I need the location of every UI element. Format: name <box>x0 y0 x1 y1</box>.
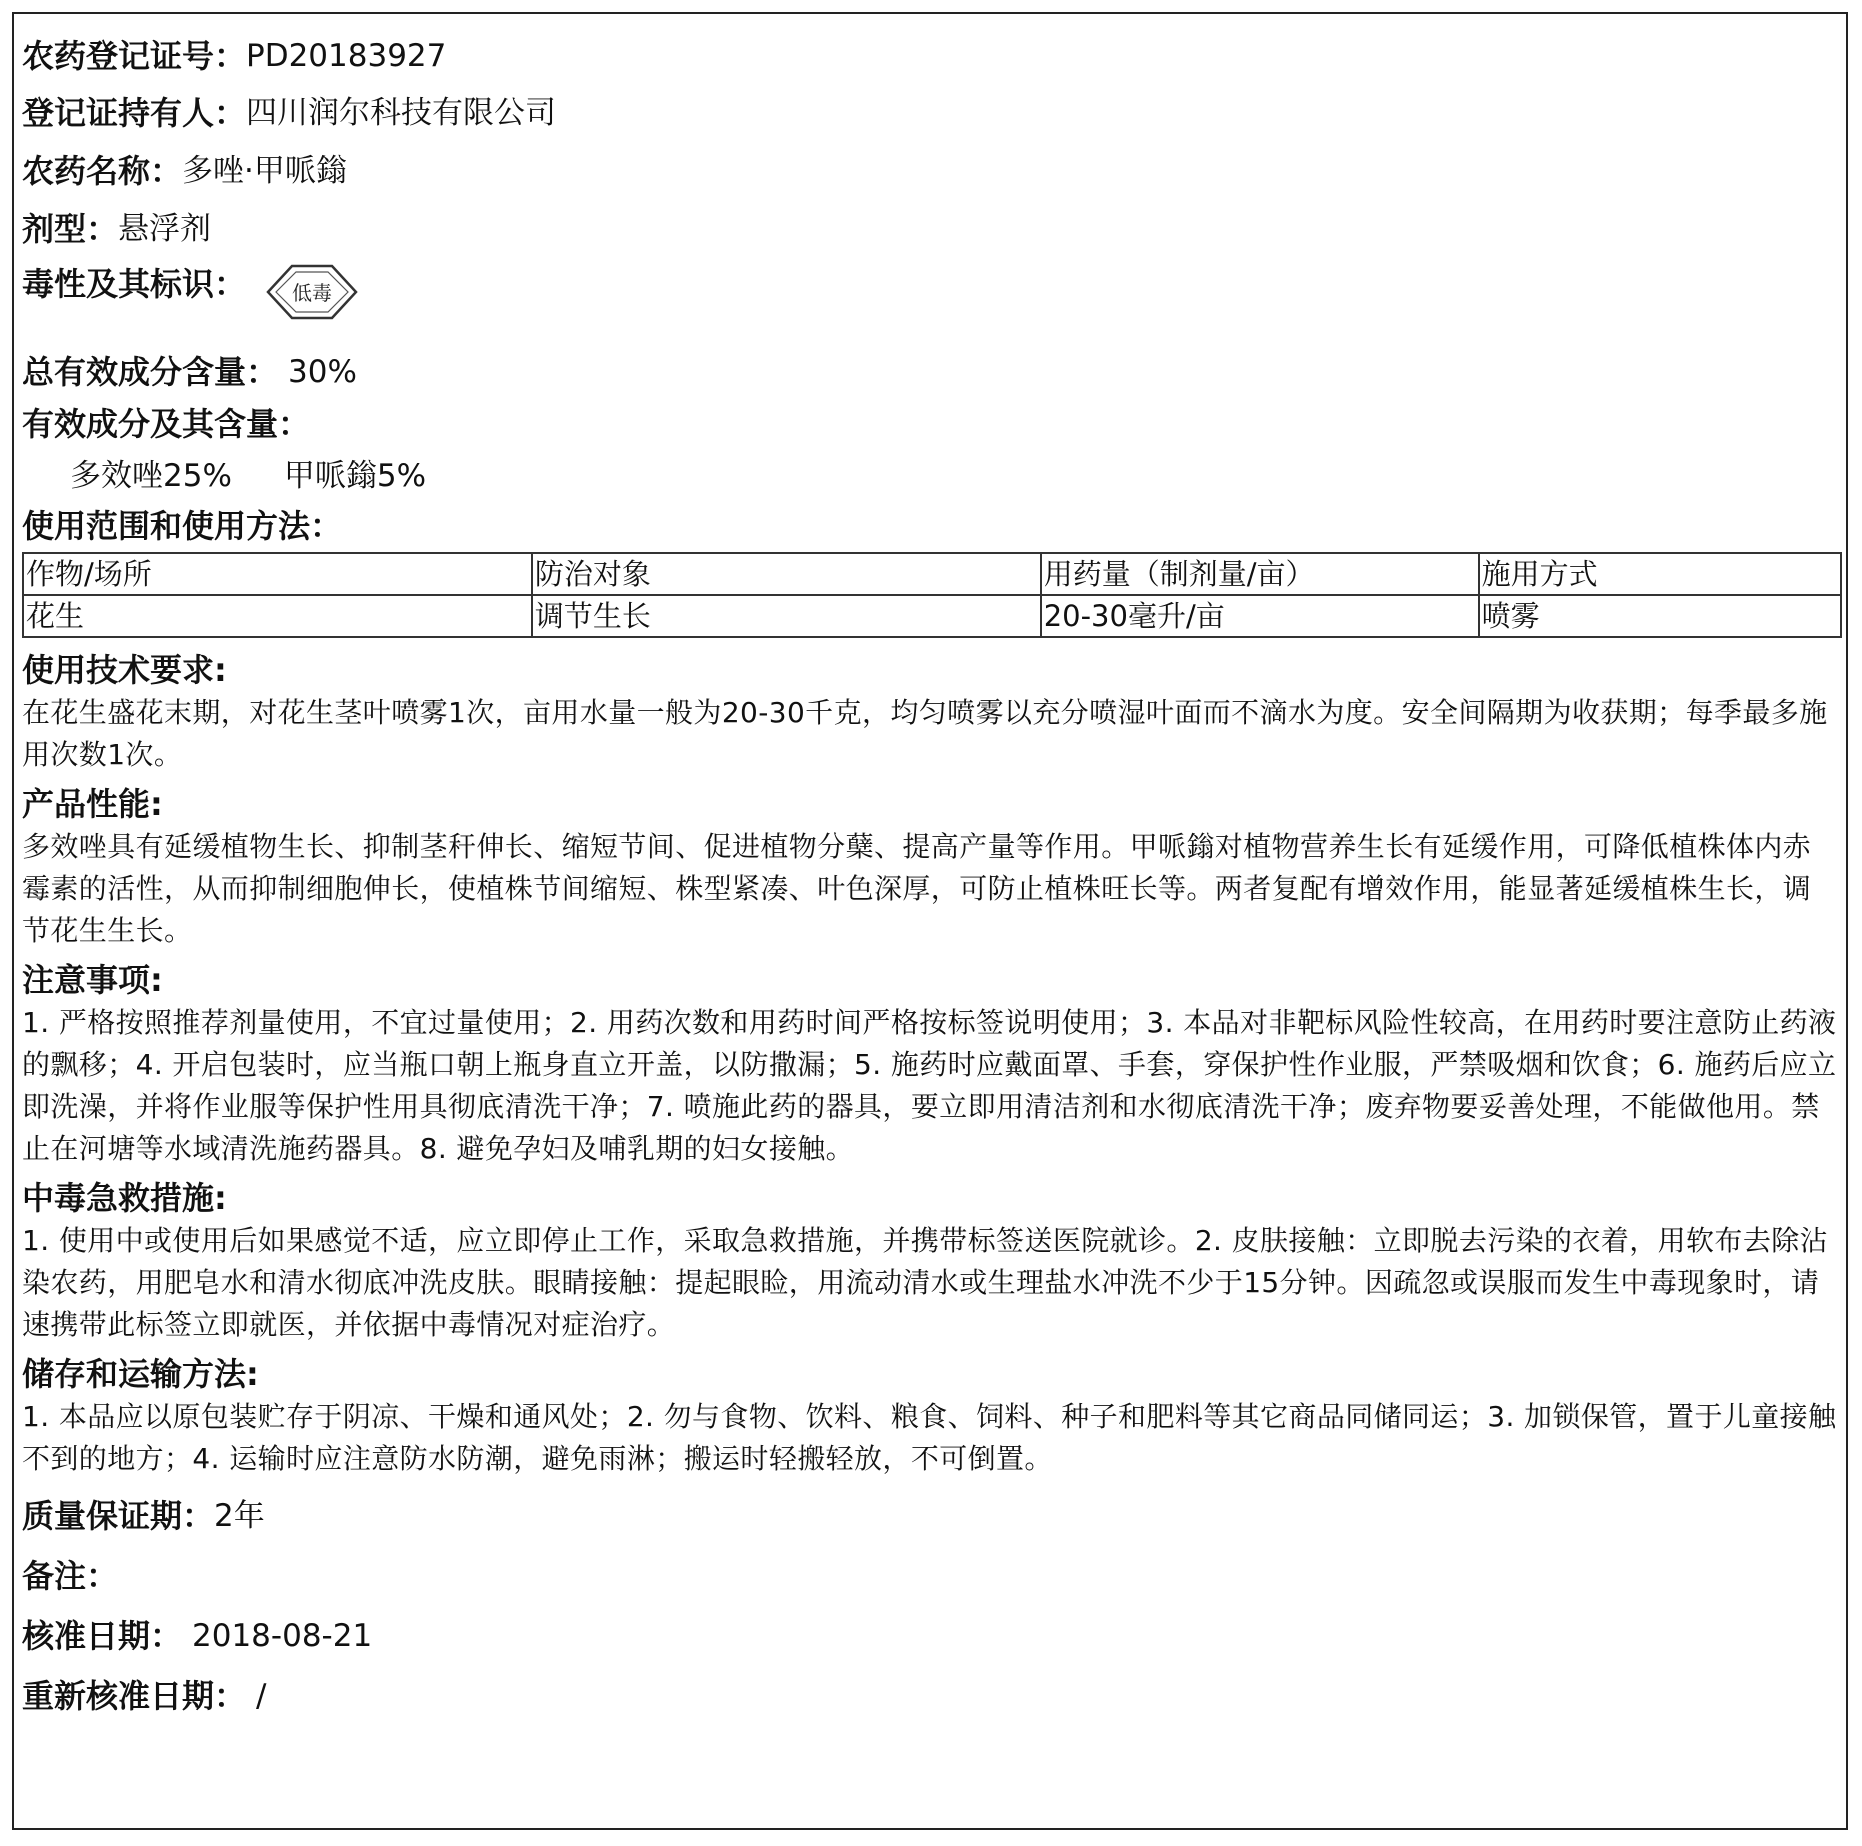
reapproval-date-value: / <box>256 1678 267 1714</box>
remarks-row <box>22 1546 1838 1606</box>
table-cell: 喷雾 <box>1479 595 1841 637</box>
performance-label: 产品性能: <box>22 785 163 823</box>
first-aid-label: 中毒急救措施: <box>22 1179 227 1217</box>
table-header-cell: 防治对象 <box>532 553 1041 595</box>
ingredients-label: 有效成分及其含量： <box>22 405 311 443</box>
storage-text: 1. 本品应以原包装贮存于阴凉、干燥和通风处；2. 勿与食物、饮料、粮食、饲料、种子和肥料等其它商品同储同运；3. 加锁保管，置于儿童接触不到的地方；4. 运输时应注意防水防潮，避免雨淋；搬运时轻搬轻放，不可倒置。 <box>22 1400 1837 1475</box>
registration-label: 农药登记证号： <box>22 37 247 75</box>
approval-date-row <box>22 1606 1838 1666</box>
pesticide-registration-document <box>12 12 1848 1830</box>
name-row <box>22 142 1838 200</box>
reapproval-date-row <box>22 1666 1838 1726</box>
formulation-label: 剂型： <box>22 210 119 248</box>
table-header-cell: 作物/场所 <box>23 553 532 595</box>
name-value: 多唑·甲哌鎓 <box>182 153 347 189</box>
holder-value: 四川润尔科技有限公司 <box>246 95 557 131</box>
approval-date-label: 核准日期： <box>22 1617 183 1655</box>
table-cell: 20-30毫升/亩 <box>1041 595 1479 637</box>
ingredient-item: 甲哌鎓5% <box>283 458 427 494</box>
toxicity-label: 毒性及其标识： <box>22 265 247 303</box>
approval-date-value: 2018-08-21 <box>192 1618 373 1654</box>
registration-row <box>22 28 1838 84</box>
toxicity-row <box>22 258 1838 344</box>
shelf-life-value: 2年 <box>214 1498 265 1534</box>
tech-text: 在花生盛花末期，对花生茎叶喷雾1次，亩用水量一般为20-30千克，均匀喷雾以充分喷湿叶面而不滴水为度。安全间隔期为收获期；每季最多施用次数1次。 <box>22 696 1828 771</box>
registration-value: PD20183927 <box>246 38 447 74</box>
shelf-life-label: 质量保证期： <box>22 1497 215 1535</box>
total-content-row <box>22 344 1838 400</box>
cautions-label: 注意事项: <box>22 961 163 999</box>
ingredients-list <box>22 448 1838 504</box>
usage-label: 使用范围和使用方法： <box>22 507 343 545</box>
name-label: 农药名称： <box>22 152 183 190</box>
holder-row <box>22 84 1838 142</box>
reapproval-date-label: 重新核准日期： <box>22 1677 247 1715</box>
remarks-label: 备注： <box>22 1557 119 1595</box>
first-aid-text: 1. 使用中或使用后如果感觉不适，应立即停止工作，采取急救措施，并携带标签送医院就诊。2. 皮肤接触：立即脱去污染的衣着，用软布去除沾染农药，用肥皂水和清水彻底冲洗皮肤。眼睛接触：提起眼睑，用流动清水或生理盐水冲洗不少于15分钟。因疏忽或误服而发生中毒现象时，请速携带此标签立即就医，并依据中毒情况对症治疗。 <box>22 1224 1829 1341</box>
low-toxicity-diamond-icon <box>264 260 360 324</box>
tech-label: 使用技术要求: <box>22 651 227 689</box>
total-content-value: 30% <box>288 354 357 390</box>
total-content-label: 总有效成分含量： <box>22 353 279 391</box>
formulation-value: 悬浮剂 <box>118 211 212 247</box>
table-cell: 花生 <box>23 595 532 637</box>
storage-label: 储存和运输方法: <box>22 1355 259 1393</box>
low-toxicity-text: 低毒 <box>292 281 333 305</box>
usage-table <box>22 552 1842 638</box>
formulation-row <box>22 200 1838 258</box>
ingredient-item: 多效唑25% <box>70 458 232 494</box>
table-header-cell: 施用方式 <box>1479 553 1841 595</box>
shelf-life-row <box>22 1486 1838 1546</box>
table-cell: 调节生长 <box>532 595 1041 637</box>
cautions-text: 1. 严格按照推荐剂量使用，不宜过量使用；2. 用药次数和用药时间严格按标签说明使用；3. 本品对非靶标风险性较高，在用药时要注意防止药液的飘移；4. 开启包装时，应当瓶口朝上瓶身直立开盖，以防撒漏；5. 施药时应戴面罩、手套，穿保护性作业服，严禁吸烟和饮食；6. 施药后应立即洗澡，并将作业服等保护性用具彻底清洗干净；7. 喷施此药的器具，要立即用清洁剂和水彻底清洗干净；废弃物要妥善处理，不能做他用。禁止在河塘等水域清洗施药器具。8. 避免孕妇及哺乳期的妇女接触。 <box>22 1006 1837 1165</box>
table-header-cell: 用药量（制剂量/亩） <box>1041 553 1479 595</box>
ingredients-row <box>22 400 1838 448</box>
table-row <box>23 595 1841 637</box>
table-header-row <box>23 553 1841 595</box>
performance-text: 多效唑具有延缓植物生长、抑制茎秆伸长、缩短节间、促进植物分蘖、提高产量等作用。甲哌鎓对植物营养生长有延缓作用，可降低植株体内赤霉素的活性，从而抑制细胞伸长，使植株节间缩短、株型紧凑、叶色深厚，可防止植株旺长等。两者复配有增效作用，能显著延缓植株生长，调节花生生长。 <box>22 830 1812 947</box>
holder-label: 登记证持有人： <box>22 94 247 132</box>
